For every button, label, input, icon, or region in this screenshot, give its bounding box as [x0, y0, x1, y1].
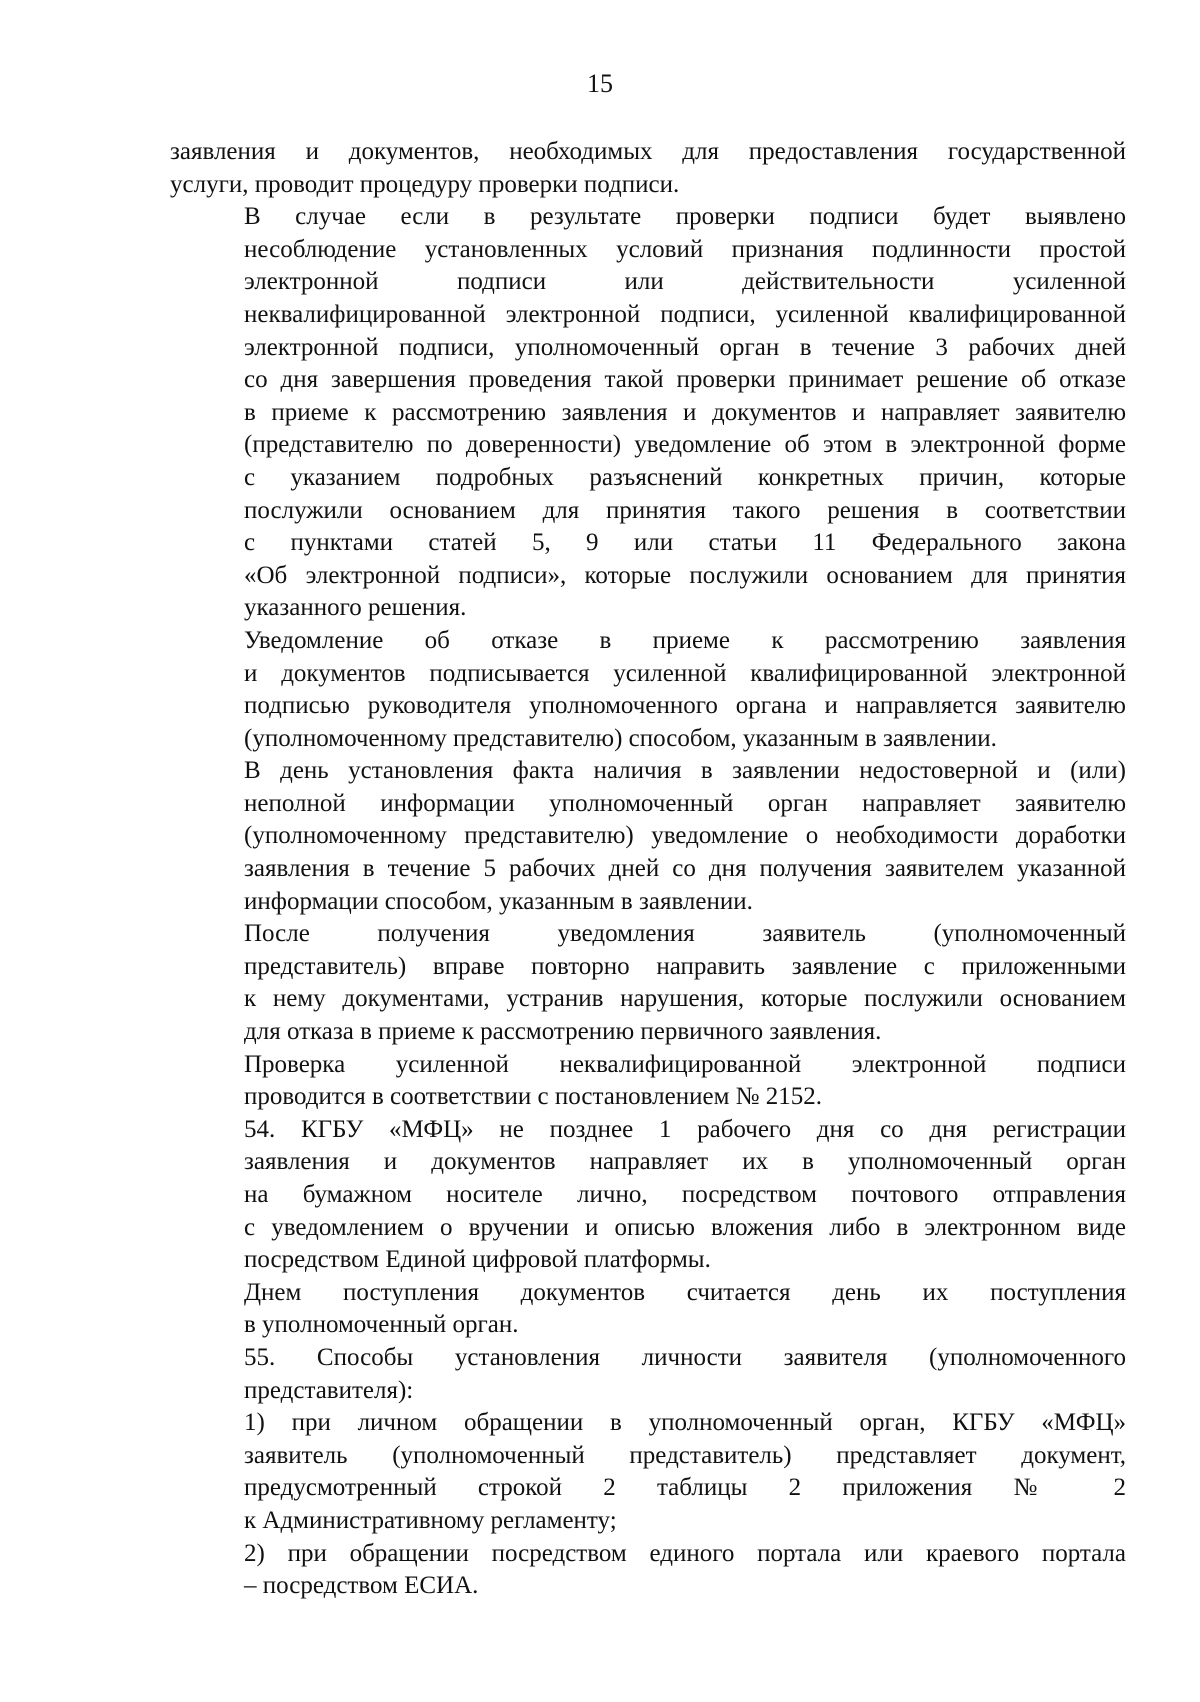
text-line: 54. КГБУ «МФЦ» не позднее 1 рабочего дня со дня регистрации: [244, 1115, 1126, 1143]
paragraph: [170, 755, 1126, 918]
text-line: (уполномоченному представителю) способом, указанным в заявлении.: [244, 724, 997, 752]
paragraph: [170, 1277, 1126, 1342]
text-line: для отказа в приеме к рассмотрению первичного заявления.: [244, 1018, 882, 1046]
text-line: В случае если в результате проверки подписи будет выявлено: [244, 203, 1126, 231]
text-line: представителя):: [244, 1376, 414, 1404]
text-line: услуги, проводит процедуру проверки подписи.: [170, 170, 680, 198]
text-line: заявления в течение 5 рабочих дней со дня получения заявителем указанной: [244, 855, 1126, 883]
text-line: представитель) вправе повторно направить заявление с приложенными: [244, 952, 1126, 980]
text-line: в приеме к рассмотрению заявления и документов и направляет заявителю: [244, 398, 1126, 426]
paragraph: [170, 136, 1126, 201]
text-line: В день установления факта наличия в заявлении недостоверной и (или): [244, 757, 1126, 785]
text-line: указанного решения.: [244, 594, 467, 622]
text-line: 1) при личном обращении в уполномоченный орган, КГБУ «МФЦ»: [244, 1409, 1126, 1437]
text-line: неквалифицированной электронной подписи, усиленной квалифицированной: [244, 300, 1126, 328]
text-line: – посредством ЕСИА.: [244, 1572, 479, 1600]
text-line: неполной информации уполномоченный орган направляет заявителю: [244, 789, 1126, 817]
text-line: 55. Способы установления личности заявителя (уполномоченного: [244, 1343, 1126, 1371]
text-line: с уведомлением о вручении и описью вложения либо в электронном виде: [244, 1213, 1126, 1241]
text-line: электронной подписи или действительности усиленной: [244, 268, 1126, 296]
paragraph: [170, 1114, 1126, 1277]
text-line: электронной подписи, уполномоченный орган в течение 3 рабочих дней: [244, 333, 1126, 361]
paragraph: [170, 1407, 1126, 1537]
text-line: со дня завершения проведения такой проверки принимает решение об отказе: [244, 366, 1126, 394]
paragraph: [170, 1049, 1126, 1114]
text-line: к нему документами, устранив нарушения, которые послужили основанием: [244, 985, 1126, 1013]
text-line: заявления и документов направляет их в уполномоченный орган: [244, 1148, 1126, 1176]
text-line: (уполномоченному представителю) уведомление о необходимости доработки: [244, 822, 1126, 850]
paragraph: [170, 625, 1126, 755]
text-line: послужили основанием для принятия такого решения в соответствии: [244, 496, 1126, 524]
text-line: информации способом, указанным в заявлении.: [244, 887, 753, 915]
text-line: заявитель (уполномоченный представитель) представляет документ,: [244, 1441, 1126, 1469]
text-line: «Об электронной подписи», которые послужили основанием для принятия: [244, 561, 1126, 589]
text-line: с пунктами статей 5, 9 или статьи 11 Федерального закона: [244, 529, 1126, 557]
text-line: несоблюдение установленных условий признания подлинности простой: [244, 235, 1126, 263]
text-line: в уполномоченный орган.: [244, 1311, 519, 1339]
text-line: 2) при обращении посредством единого портала или краевого портала: [244, 1539, 1126, 1567]
text-line: предусмотренный строкой 2 таблицы 2 приложения № 2: [244, 1474, 1126, 1502]
text-line: (представителю по доверенности) уведомление об этом в электронной форме: [244, 431, 1126, 459]
text-line: Уведомление об отказе в приеме к рассмотрению заявления: [244, 626, 1126, 654]
text-line: проводится в соответствии с постановлением № 2152.: [244, 1083, 823, 1111]
paragraph: [170, 918, 1126, 1048]
page-number: 15: [587, 69, 613, 98]
text-line: Проверка усиленной неквалифицированной электронной подписи: [244, 1050, 1126, 1078]
paragraph: [170, 201, 1126, 625]
text-line: и документов подписывается усиленной квалифицированной электронной: [244, 659, 1126, 687]
paragraph: [170, 1342, 1126, 1407]
text-line: После получения уведомления заявитель (уполномоченный: [244, 920, 1126, 948]
text-line: с указанием подробных разъяснений конкретных причин, которые: [244, 463, 1126, 491]
paragraph: [170, 1538, 1126, 1603]
text-line: к Административному регламенту;: [244, 1506, 617, 1534]
text-line: Днем поступления документов считается день их поступления: [244, 1278, 1126, 1306]
document-body: [170, 136, 1126, 1603]
text-line: подписью руководителя уполномоченного органа и направляется заявителю: [244, 692, 1126, 720]
text-line: на бумажном носителе лично, посредством почтового отправления: [244, 1181, 1126, 1208]
text-line: заявления и документов, необходимых для предоставления государственной: [170, 138, 1126, 165]
text-line: посредством Единой цифровой платформы.: [244, 1246, 711, 1274]
